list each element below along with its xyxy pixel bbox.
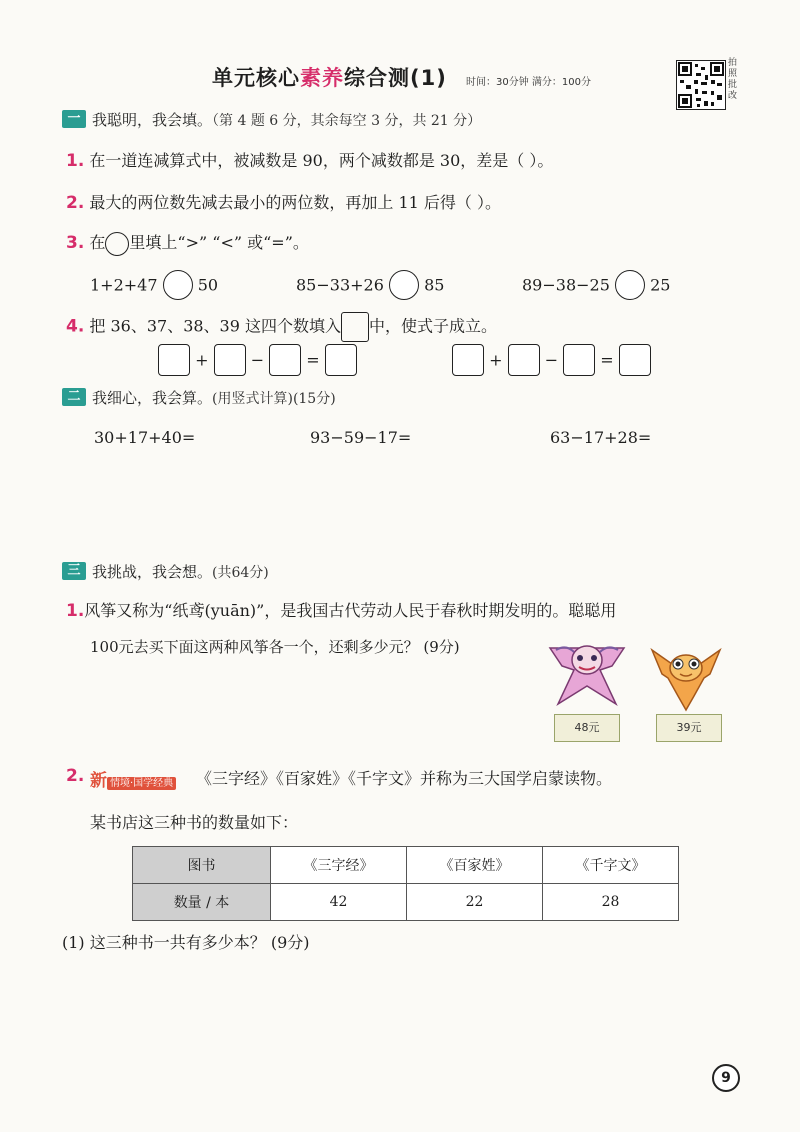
- question-3-2-line2: 某书店这三种书的数量如下：: [90, 813, 299, 832]
- question-3-2-line1: 《三字经》《百家姓》《千字文》并称为三大国学启蒙读物。: [196, 769, 613, 788]
- equation-1: + − =: [158, 344, 357, 376]
- new-scenario-tag: 新情境·国学经典: [90, 766, 176, 791]
- table-cell: 数量 / 本: [133, 884, 271, 921]
- table-row: [133, 847, 679, 884]
- calc-expression-3: 63−17+28=: [550, 428, 652, 447]
- question-3-2-num: 2.: [66, 766, 85, 786]
- compare-item-2: 85−33+26 85: [296, 270, 444, 300]
- answer-box[interactable]: [269, 344, 301, 376]
- answer-box[interactable]: [508, 344, 540, 376]
- section-badge-2: 二: [62, 388, 86, 406]
- kite-image-2: [646, 640, 726, 712]
- compare-item-3: 89−38−25 25: [522, 270, 670, 300]
- table-header-cell: 《千字文》: [543, 847, 679, 884]
- answer-circle[interactable]: [163, 270, 193, 300]
- table-cell: 42: [271, 884, 407, 921]
- question-1-2: 2. 最大的两位数先减去最小的两位数，再加上 11 后得（ ）。: [66, 193, 502, 213]
- section-title-1: 我聪明，我会填。（第 4 题 6 分，其余每空 3 分，共 21 分）: [92, 111, 482, 129]
- table-header-cell: 《三字经》: [271, 847, 407, 884]
- answer-circle[interactable]: [389, 270, 419, 300]
- circle-icon: [105, 232, 129, 256]
- answer-box[interactable]: [158, 344, 190, 376]
- section-title-2: 我细心，我会算。(用竖式计算)(15分): [92, 389, 336, 407]
- equation-2: + − =: [452, 344, 651, 376]
- answer-box[interactable]: [325, 344, 357, 376]
- book-quantity-table: [132, 846, 679, 921]
- section-title-3: 我挑战，我会想。(共64分): [92, 563, 269, 581]
- kite-image-1: [546, 640, 628, 712]
- answer-circle[interactable]: [615, 270, 645, 300]
- calc-expression-1: 30+17+40=: [94, 428, 196, 447]
- question-3-1-line1: 1.风筝又称为“纸鸢(yuān)”，是我国古代劳动人民于春秋时期发明的。聪聪用: [66, 601, 617, 621]
- square-icon: [341, 312, 369, 342]
- question-3-1-line2: 100元去买下面这两种风筝各一个，还剩多少元？ (9分): [90, 638, 460, 656]
- question-1-1: 1. 在一道连减算式中，被减数是 90，两个减数都是 30，差是（ ）。: [66, 151, 554, 171]
- table-header-cell: 图书: [133, 847, 271, 884]
- table-header-cell: 《百家姓》: [407, 847, 543, 884]
- qr-label: 拍照批改: [728, 58, 738, 101]
- answer-box[interactable]: [214, 344, 246, 376]
- question-1-4: 4. 把 36、37、38、39 这四个数填入 中，使式子成立。: [66, 312, 497, 342]
- answer-box[interactable]: [563, 344, 595, 376]
- price-tag-1: 48元: [554, 714, 620, 742]
- table-cell: 22: [407, 884, 543, 921]
- page-number: 9: [712, 1064, 740, 1092]
- page-title: 单元核心素养综合测(1): [212, 66, 447, 90]
- question-1-3: 3. 在 里填上“>” “<” 或“=”。: [66, 230, 309, 256]
- compare-item-1: 1+2+47 50: [90, 270, 218, 300]
- calc-expression-2: 93−59−17=: [310, 428, 412, 447]
- table-cell: 28: [543, 884, 679, 921]
- section-badge-3: 三: [62, 562, 86, 580]
- table-row: [133, 884, 679, 921]
- time-score-info: 时间：30分钟 满分：100分: [466, 77, 591, 88]
- answer-box[interactable]: [619, 344, 651, 376]
- price-tag-2: 39元: [656, 714, 722, 742]
- answer-box[interactable]: [452, 344, 484, 376]
- question-3-2-sub1: (1) 这三种书一共有多少本？ (9分): [62, 933, 310, 952]
- qr-code[interactable]: [676, 60, 726, 110]
- section-badge-1: 一: [62, 110, 86, 128]
